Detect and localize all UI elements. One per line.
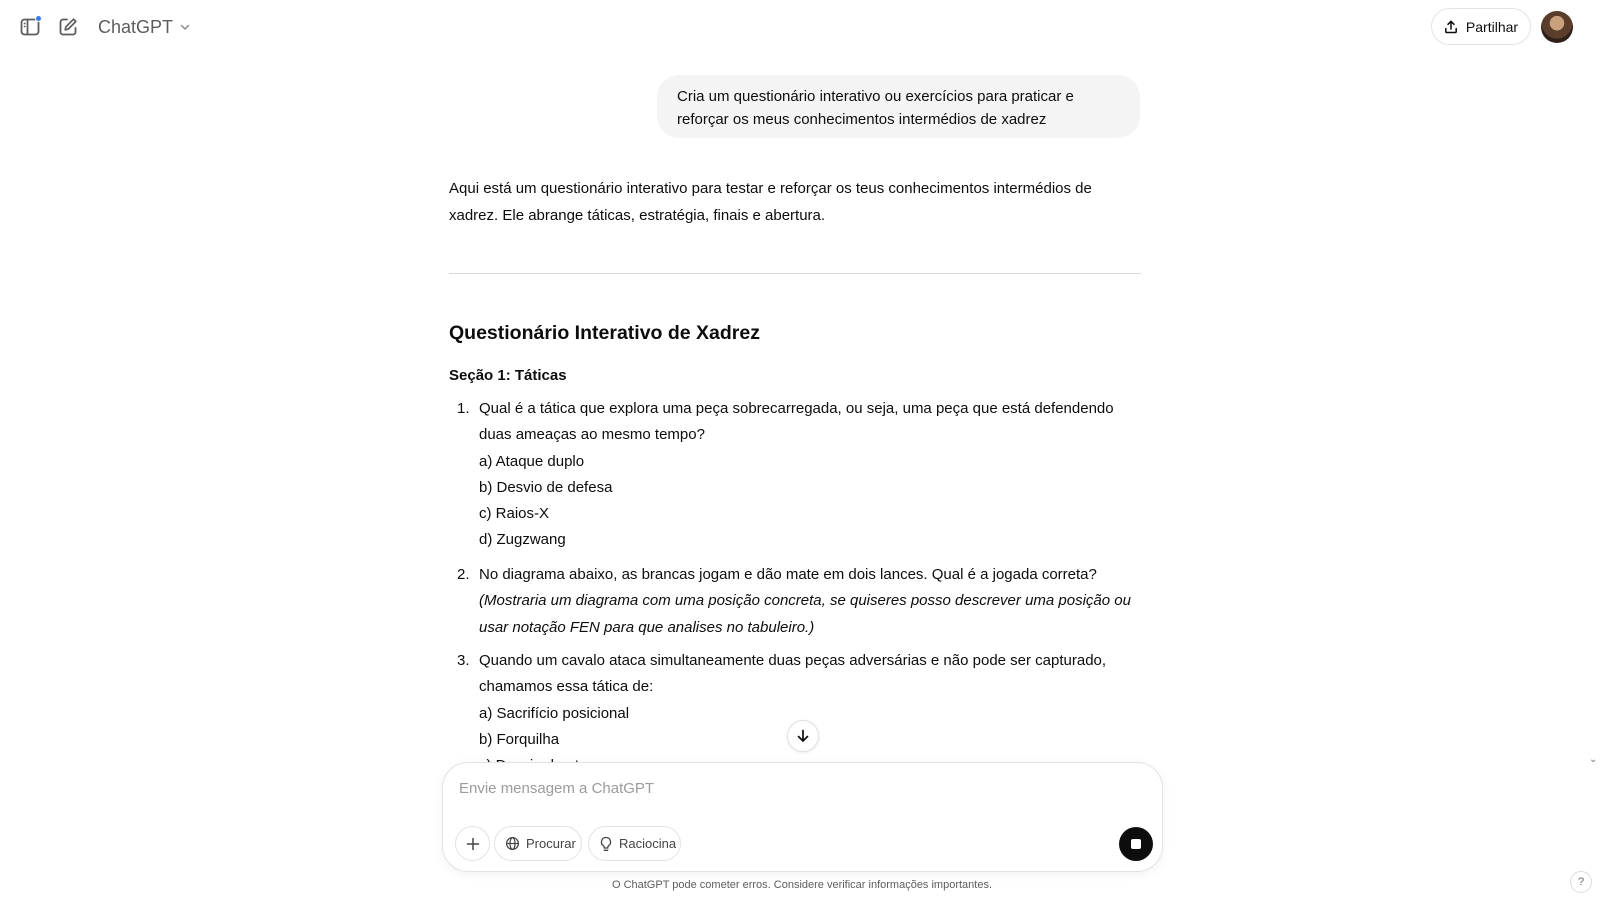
stop-icon [1131, 839, 1141, 849]
reason-button[interactable] [588, 826, 681, 861]
lightbulb-icon [599, 836, 613, 852]
answer-option: d) Zugzwang [479, 531, 566, 549]
quiz-title: Questionário Interativo de Xadrez [449, 322, 760, 344]
model-name: ChatGPT [98, 16, 174, 37]
assistant-intro: Aqui está um questionário interativo para testar e reforçar os teus conhecimentos intermédios de xadrez. Ele abrange táticas, estratégia, finais e abertura. [449, 180, 1092, 224]
scrollbar[interactable] [1590, 0, 1600, 760]
question-number: 2. [457, 566, 470, 583]
disclaimer: O ChatGPT pode cometer erros. Considere verificar informações importantes. [611, 879, 993, 891]
question-number: 3. [457, 652, 470, 669]
user-message: Cria um questionário interativo ou exercícios para praticar e reforçar os meus conhecimentos intermédios de xadrez [657, 75, 1140, 138]
help-button[interactable]: ? [1570, 871, 1592, 893]
attach-button[interactable] [455, 826, 490, 861]
answer-option: a) Sacrifício posicional [479, 704, 630, 722]
divider [449, 273, 1141, 274]
message-composer [442, 762, 1163, 872]
question-text: Quando um cavalo ataca simultaneamente duas peças adversárias e não pode ser capturado, chamamos essa tática de: [479, 652, 1107, 696]
answer-option: b) Desvio de defesa [479, 478, 613, 496]
section-title: Seção 1: Táticas [449, 367, 567, 384]
question-1 [449, 396, 1141, 554]
answer-option: a) Ataque duplo [479, 452, 585, 470]
answer-option: b) Forquilha [479, 730, 560, 748]
scroll-to-bottom-button[interactable] [787, 720, 819, 752]
globe-icon [505, 836, 520, 851]
question-number: 1. [457, 400, 470, 417]
answer-option: c) Raios-X [479, 505, 550, 523]
arrow-down-icon [795, 728, 811, 744]
reason-label: Raciocina [619, 836, 677, 851]
stop-generating-button[interactable] [1119, 827, 1153, 861]
question-text: Qual é a tática que explora uma peça sobrecarregada, ou seja, uma peça que está defendendo duas ameaças ao mesmo tempo? [479, 400, 1114, 444]
assistant-message [449, 176, 1141, 229]
question-text: No diagrama abaixo, as brancas jogam e dão mate em dois lances. Qual é a jogada correta? [479, 566, 1097, 583]
message-input[interactable] [457, 773, 1137, 803]
question-3 [449, 648, 1141, 779]
search-button[interactable] [494, 826, 582, 861]
scroll-chevron-down-icon[interactable]: ⌄ [1589, 754, 1598, 765]
share-label: Partilhar [1465, 18, 1519, 35]
plus-icon [466, 837, 480, 851]
search-label: Procurar [526, 836, 576, 851]
question-note: (Mostraria um diagrama com uma posição concreta, se quiseres posso descrever uma posição ou usar notação FEN para que analises no tabuleiro.) [479, 592, 1131, 636]
question-2 [449, 562, 1141, 641]
